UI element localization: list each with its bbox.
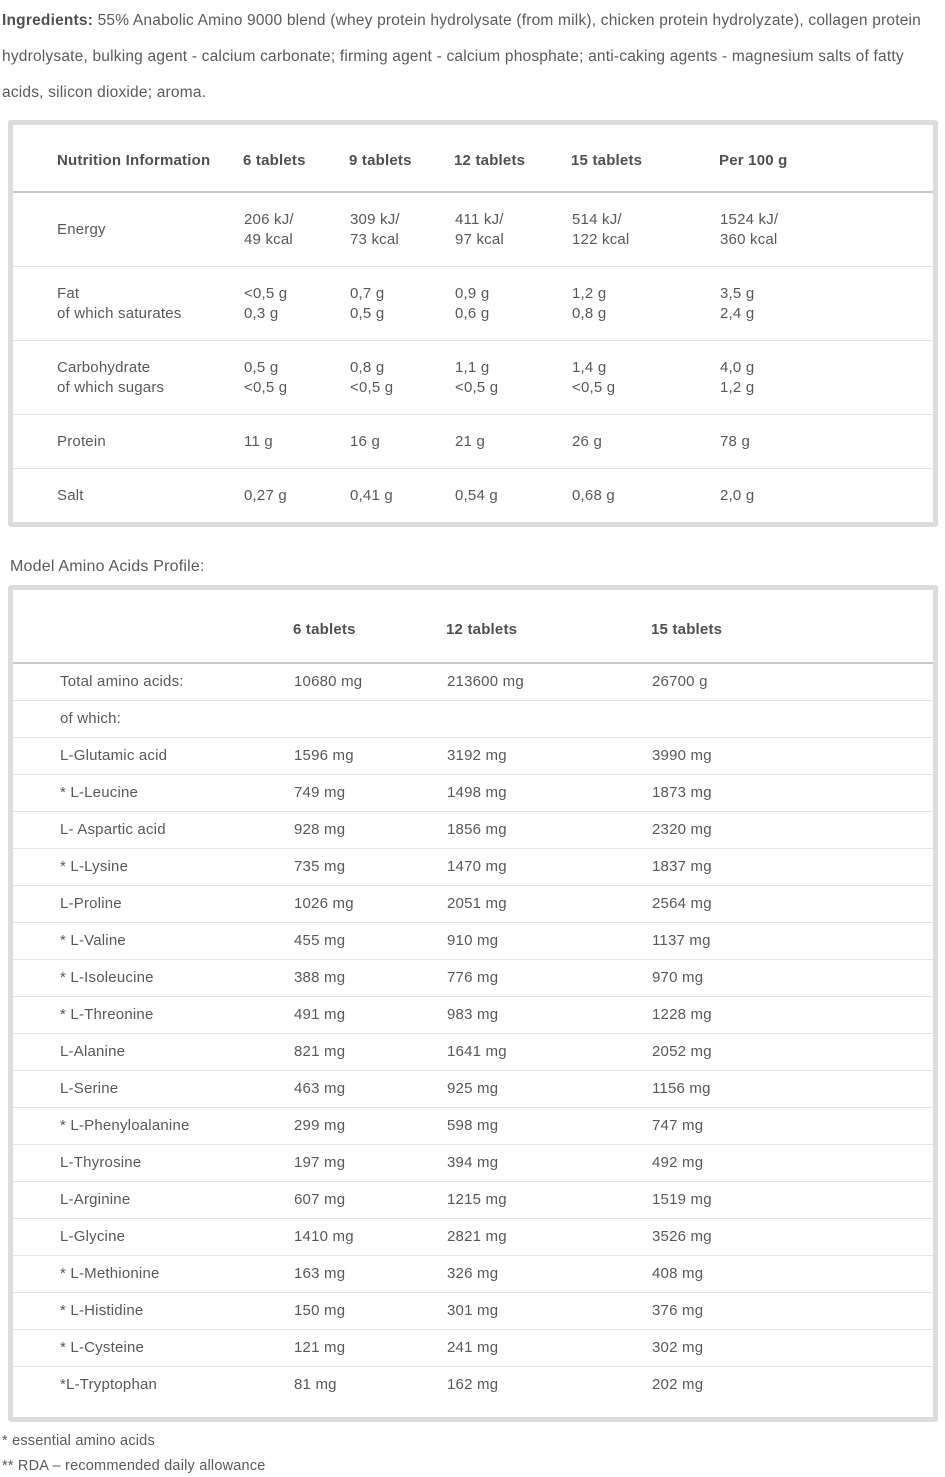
amino-acid-value-line: 301 mg [447,1302,499,1319]
nutrient-value-line: 0,9 g [455,285,490,302]
column-header-15-tablets: 15 tablets [571,125,719,192]
amino-acid-value-line: 81 mg [294,1376,337,1393]
nutrient-value [243,469,349,523]
amino-acid-value [293,1034,446,1071]
amino-acid-name [13,1293,293,1330]
nutrient-value-line: 514 kJ/ [572,211,622,228]
amino-column-15-tablets: 15 tablets [651,590,933,663]
amino-acid-name-line: Total amino acids: [60,673,184,690]
nutrient-value-line: 1,4 g [572,359,607,376]
amino-acid-row [13,1182,933,1219]
amino-acid-value-line: 2051 mg [447,895,507,912]
nutrient-value [719,192,933,267]
nutrient-value [243,192,349,267]
nutrient-name [13,267,243,341]
amino-acid-value [651,997,933,1034]
nutrition-header-row [13,125,933,192]
ingredients-paragraph [0,0,945,111]
nutrient-value-line: 1,2 g [572,285,607,302]
nutrient-name-line: of which saturates [57,305,182,322]
amino-acid-row [13,960,933,997]
amino-acid-name-line: * L-Isoleucine [60,969,154,986]
nutrient-value [571,415,719,469]
amino-acid-name-line: L-Alanine [60,1043,126,1060]
amino-acid-value [446,1034,651,1071]
nutrient-value-line: 206 kJ/ [244,211,294,228]
amino-acid-value [651,1034,933,1071]
amino-acid-value [651,1293,933,1330]
amino-acid-value [446,701,651,738]
amino-acid-value-line: 3526 mg [652,1228,712,1245]
amino-acid-name-line: * L-Threonine [60,1006,154,1023]
nutrient-value-line: 0,5 g [244,359,279,376]
amino-acid-row [13,775,933,812]
amino-acid-name-line: L-Serine [60,1080,119,1097]
amino-acid-value-line: 241 mg [447,1339,499,1356]
amino-acid-value-line: 2320 mg [652,821,712,838]
nutrition-table [13,125,933,522]
amino-acid-value-line: 776 mg [447,969,499,986]
nutrition-table-body [13,192,933,522]
amino-acid-name [13,1367,293,1411]
nutrient-name-line: Fat [57,285,80,302]
amino-acid-value [446,1182,651,1219]
amino-acid-value [446,1293,651,1330]
amino-acid-name [13,923,293,960]
amino-acid-value [651,1219,933,1256]
amino-acid-name [13,1330,293,1367]
amino-acid-row [13,1219,933,1256]
amino-acid-value [293,701,446,738]
amino-acid-value-line: 747 mg [652,1117,704,1134]
nutrient-value-line: 11 g [244,433,273,450]
amino-acid-value [293,1293,446,1330]
ingredients-label: Ingredients: [2,12,94,29]
amino-acid-value [446,1256,651,1293]
amino-acid-row [13,886,933,923]
nutrient-value-line: 73 kcal [350,231,399,248]
nutrient-value-line: 0,68 g [572,487,615,504]
amino-acid-name [13,812,293,849]
amino-acid-value [293,1219,446,1256]
amino-acid-value [446,849,651,886]
amino-acid-name-line: L-Glycine [60,1228,126,1245]
amino-acid-name-line: L-Thyrosine [60,1154,142,1171]
amino-acid-value [651,849,933,886]
amino-column-6-tablets: 6 tablets [293,590,446,663]
nutrient-value [571,267,719,341]
amino-acid-name [13,849,293,886]
nutrient-value [571,341,719,415]
amino-acid-value-line: 1470 mg [447,858,507,875]
amino-acid-value-line: 388 mg [294,969,346,986]
amino-acid-value-line: 10680 mg [294,673,363,690]
amino-acid-value [651,1182,933,1219]
amino-acid-value-line: 1519 mg [652,1191,712,1208]
nutrient-value [243,341,349,415]
nutrient-value [719,267,933,341]
amino-acid-value-line: 749 mg [294,784,346,801]
amino-acid-value-line: 1856 mg [447,821,507,838]
amino-acid-value [651,738,933,775]
amino-acid-value [446,812,651,849]
amino-acid-row [13,663,933,701]
amino-acid-value-line: 983 mg [447,1006,499,1023]
column-header-12-tablets: 12 tablets [454,125,571,192]
amino-column-12-tablets: 12 tablets [446,590,651,663]
nutrient-value-line: <0,5 g [244,379,288,396]
nutrient-value-line: 0,7 g [350,285,385,302]
amino-acid-name-line: * L-Phenyloalanine [60,1117,190,1134]
nutrient-value [349,267,454,341]
amino-acid-value-line: 1837 mg [652,858,712,875]
amino-acid-value-line: 491 mg [294,1006,346,1023]
amino-acid-value-line: 3990 mg [652,747,712,764]
nutrition-table-header [13,125,933,192]
amino-acid-value-line: 455 mg [294,932,346,949]
amino-acid-value-line: 492 mg [652,1154,704,1171]
amino-acid-value [446,960,651,997]
amino-acid-value [446,1219,651,1256]
amino-profile-heading: Model Amino Acids Profile: [10,558,205,575]
nutrient-value-line: 0,8 g [350,359,385,376]
amino-acid-row [13,1330,933,1367]
amino-acid-value-line: 1641 mg [447,1043,507,1060]
amino-acid-row [13,1108,933,1145]
amino-acid-name [13,1182,293,1219]
amino-acid-value [651,1071,933,1108]
nutrient-value-line: 0,54 g [455,487,498,504]
amino-table-body [13,663,933,1410]
nutrient-name [13,469,243,523]
amino-acid-value-line: 26700 g [652,673,708,690]
nutrient-value [349,192,454,267]
amino-acid-value [446,1145,651,1182]
amino-acid-value-line: 162 mg [447,1376,499,1393]
amino-acid-value-line: 463 mg [294,1080,346,1097]
amino-acid-row [13,997,933,1034]
amino-acid-row [13,1256,933,1293]
amino-acid-name-line: *L-Tryptophan [60,1376,158,1393]
amino-acid-name [13,1219,293,1256]
nutrition-row [13,267,933,341]
amino-acid-value [651,1330,933,1367]
amino-acid-value [651,960,933,997]
nutrition-row [13,192,933,267]
amino-acid-value [293,1071,446,1108]
nutrient-value-line: 0,3 g [244,305,279,322]
nutrient-value-line: <0,5 g [350,379,394,396]
amino-acid-value-line: 970 mg [652,969,704,986]
nutrient-value [243,267,349,341]
amino-acid-value [293,1182,446,1219]
amino-acid-name-line: * L-Methionine [60,1265,160,1282]
amino-acid-value [293,923,446,960]
amino-acid-row [13,923,933,960]
amino-acid-value [651,1367,933,1411]
amino-acid-value [446,923,651,960]
amino-acid-value-line: 1137 mg [652,932,711,949]
amino-acid-value-line: 2821 mg [447,1228,507,1245]
amino-acid-value-line: 326 mg [447,1265,499,1282]
nutrient-value-line: 1524 kJ/ [720,211,779,228]
amino-acid-name [13,886,293,923]
amino-acid-value-line: 3192 mg [447,747,507,764]
amino-acids-panel [8,585,938,1422]
amino-acid-value-line: 121 mg [294,1339,346,1356]
nutrient-value [719,469,933,523]
amino-acids-table [13,590,933,1417]
amino-acid-row [13,1145,933,1182]
amino-acid-value [293,886,446,923]
amino-acid-name [13,997,293,1034]
nutrient-value-line: 16 g [350,433,380,450]
amino-acid-value-line: 1228 mg [652,1006,712,1023]
nutrient-value [719,415,933,469]
amino-acid-value-line: 302 mg [652,1339,704,1356]
amino-acid-row [13,701,933,738]
amino-acid-value-line: 2564 mg [652,895,712,912]
amino-acid-name [13,1108,293,1145]
amino-acid-name [13,775,293,812]
amino-acid-value [651,812,933,849]
amino-acid-value-line: 1156 mg [652,1080,711,1097]
nutrient-name [13,192,243,267]
amino-acid-value-line: 376 mg [652,1302,704,1319]
amino-acid-value-line: 735 mg [294,858,346,875]
footnotes [2,1433,945,1477]
nutrient-value-line: 97 kcal [455,231,504,248]
amino-acid-value-line: 928 mg [294,821,346,838]
amino-acid-name [13,701,293,738]
amino-acid-name-line: L-Glutamic acid [60,747,168,764]
amino-acid-value-line: 1410 mg [294,1228,354,1245]
amino-acid-value-line: 1873 mg [652,784,712,801]
amino-acid-value-line: 910 mg [447,932,499,949]
nutrient-value-line: 26 g [572,433,602,450]
nutrient-name-line: Carbohydrate [57,359,151,376]
nutrient-name-line: Energy [57,221,106,238]
amino-acid-value-line: 925 mg [447,1080,499,1097]
amino-table-header [13,590,933,663]
amino-acid-name-line: * L-Valine [60,932,126,949]
amino-acid-name-line: * L-Histidine [60,1302,144,1319]
amino-acid-value [293,960,446,997]
nutrient-value-line: 309 kJ/ [350,211,400,228]
nutrient-value [349,415,454,469]
amino-header-row [13,590,933,663]
amino-acid-name [13,1256,293,1293]
nutrition-row [13,415,933,469]
amino-acid-value [651,1145,933,1182]
nutrient-name [13,341,243,415]
amino-acid-value [293,849,446,886]
nutrient-value-line: 2,4 g [720,305,755,322]
nutrient-name-line: of which sugars [57,379,165,396]
amino-acid-row [13,1071,933,1108]
nutrient-value-line: 1,1 g [455,359,490,376]
nutrient-value [571,192,719,267]
amino-acid-value [446,1071,651,1108]
nutrient-value-line: <0,5 g [244,285,288,302]
amino-acid-value-line: 299 mg [294,1117,346,1134]
amino-acid-value [293,738,446,775]
amino-acid-name-line: L-Arginine [60,1191,131,1208]
amino-acid-value [651,1256,933,1293]
amino-acid-value-line: 394 mg [447,1154,499,1171]
nutrient-value [349,469,454,523]
amino-acid-value [293,1367,446,1411]
amino-acid-name [13,960,293,997]
nutrition-row [13,469,933,523]
nutrient-value-line: <0,5 g [572,379,616,396]
nutrient-value-line: 2,0 g [720,487,755,504]
footnote-rda: ** RDA – recommended daily allowance [2,1458,266,1474]
nutrient-name-line: Salt [57,487,84,504]
footnote-essential-amino-acids: * essential amino acids [2,1433,155,1449]
amino-acid-value-line: 1498 mg [447,784,507,801]
nutrient-value [243,415,349,469]
nutrition-information-panel [8,120,938,527]
amino-acid-row [13,738,933,775]
nutrient-value-line: 0,8 g [572,305,607,322]
nutrient-value-line: 3,5 g [720,285,755,302]
amino-acid-value [651,663,933,701]
amino-acid-value-line: 213600 mg [447,673,524,690]
amino-acid-value [446,886,651,923]
nutrient-name-line: Protein [57,433,106,450]
amino-acid-row [13,812,933,849]
amino-acid-value-line: 1596 mg [294,747,354,764]
amino-acid-value-line: 1215 mg [447,1191,507,1208]
column-header-6-tablets: 6 tablets [243,125,349,192]
nutrient-value-line: 4,0 g [720,359,755,376]
amino-header-spacer [13,590,293,663]
amino-acid-value [293,1145,446,1182]
amino-acid-row [13,849,933,886]
amino-acid-name-line: * L-Cysteine [60,1339,145,1356]
nutrient-value-line: 0,41 g [350,487,393,504]
amino-acid-value-line: 150 mg [294,1302,346,1319]
amino-acid-value-line: 1026 mg [294,895,354,912]
amino-acid-name [13,663,293,701]
amino-acid-value [446,997,651,1034]
nutrient-value-line: 0,5 g [350,305,385,322]
amino-acid-name-line: * L-Lysine [60,858,129,875]
amino-acid-value [293,1256,446,1293]
amino-acid-value [293,997,446,1034]
amino-acid-value [293,812,446,849]
amino-acid-row [13,1293,933,1330]
amino-acid-value [651,1108,933,1145]
amino-acid-value [446,663,651,701]
nutrient-value [349,341,454,415]
amino-acid-value [446,775,651,812]
amino-acid-value [293,1108,446,1145]
nutrient-value-line: 360 kcal [720,231,778,248]
amino-acid-value-line: 202 mg [652,1376,704,1393]
amino-acid-value [446,1330,651,1367]
nutrient-value [454,192,571,267]
amino-acid-value [293,775,446,812]
nutrient-value-line: 122 kcal [572,231,630,248]
nutrient-value-line: 0,27 g [244,487,287,504]
nutrient-value-line: 21 g [455,433,485,450]
nutrient-value [454,469,571,523]
amino-acid-value [446,1367,651,1411]
nutrient-value [454,341,571,415]
nutrient-value [454,415,571,469]
nutrient-value-line: 78 g [720,433,750,450]
amino-acid-value [651,923,933,960]
amino-acid-name-line: * L-Leucine [60,784,139,801]
nutrient-value-line: 1,2 g [720,379,755,396]
column-header-9-tablets: 9 tablets [349,125,454,192]
amino-acid-row [13,1034,933,1071]
amino-acid-value [651,775,933,812]
amino-acid-name-line: L- Aspartic acid [60,821,166,838]
amino-acid-value-line: 197 mg [294,1154,346,1171]
amino-acid-value-line: 163 mg [294,1265,346,1282]
column-header-per-100g: Per 100 g [719,125,933,192]
amino-acid-value [446,738,651,775]
amino-acid-name-line: L-Proline [60,895,122,912]
nutrient-value [571,469,719,523]
nutrient-value-line: 0,6 g [455,305,490,322]
nutrient-value-line: <0,5 g [455,379,499,396]
amino-acid-value [446,1108,651,1145]
nutrition-table-title: Nutrition Information [13,125,243,192]
amino-acid-name [13,1071,293,1108]
amino-acid-value-line: 607 mg [294,1191,346,1208]
ingredients-text: 55% Anabolic Amino 9000 blend (whey protein hydrolysate (from milk), chicken protein hydrolyzate), collagen protein hydrolysate, bulking agent - calcium carbonate; firming agent - calcium phosphate; anti-caking agents - magnesium salts of fatty acids, silicon dioxide; aroma. [2,12,922,101]
amino-acid-value [651,701,933,738]
amino-acid-row [13,1367,933,1411]
amino-acid-name-line: of which: [60,710,121,727]
amino-acid-value-line: 408 mg [652,1265,704,1282]
amino-acid-value [293,1330,446,1367]
amino-acid-name [13,1034,293,1071]
amino-acid-name [13,1145,293,1182]
nutrient-value [719,341,933,415]
amino-acid-value-line: 2052 mg [652,1043,712,1060]
amino-acid-value-line: 598 mg [447,1117,499,1134]
nutrition-row [13,341,933,415]
amino-acid-name [13,738,293,775]
nutrient-value [454,267,571,341]
nutrient-value-line: 411 kJ/ [455,211,504,228]
amino-acid-value [293,663,446,701]
nutrient-value-line: 49 kcal [244,231,293,248]
nutrient-name [13,415,243,469]
amino-acid-value [651,886,933,923]
amino-acid-value-line: 821 mg [294,1043,346,1060]
